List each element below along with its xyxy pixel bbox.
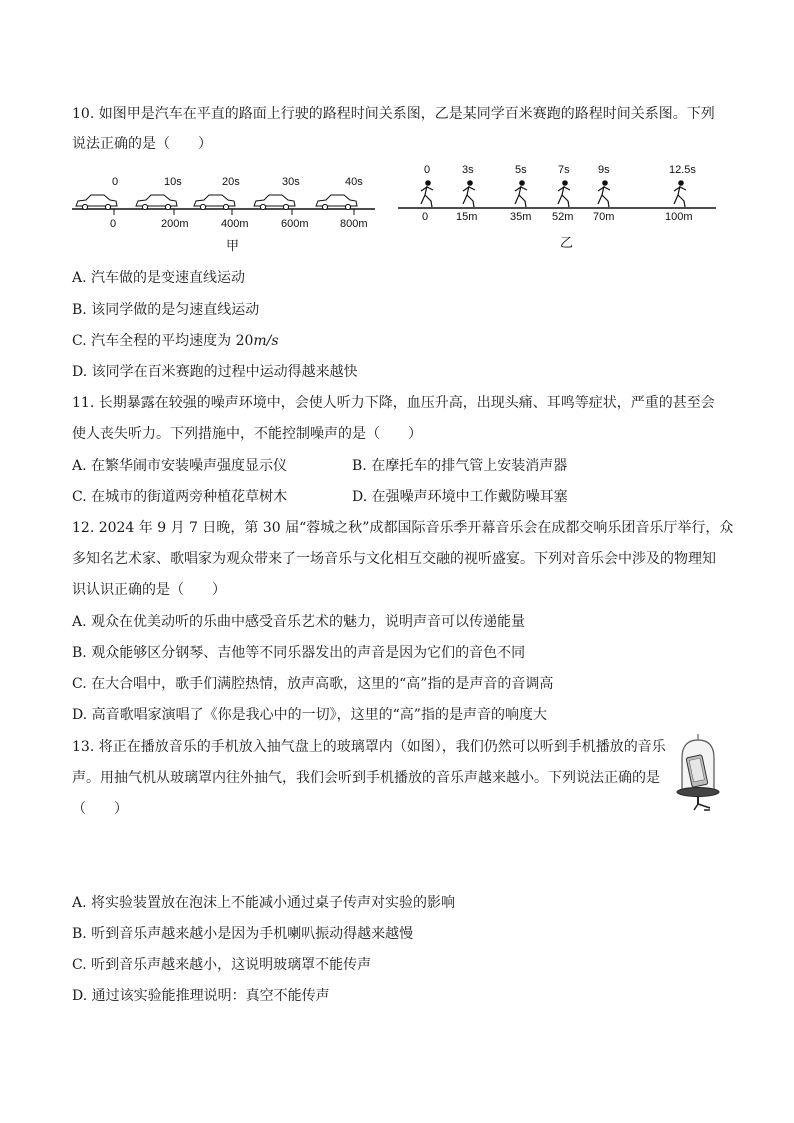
yi-time-label: 7s (558, 164, 570, 176)
yi-distance-label: 52m (552, 211, 574, 223)
jia-time-label: 30s (282, 176, 300, 188)
q10-option-c-text: C. 汽车全程的平均速度为 20 (72, 333, 254, 349)
q13-stem-line1: 13. 将正在播放音乐的手机放入抽气盘上的玻璃罩内（如图），我们仍然可以听到手机播放的音乐 (72, 739, 666, 755)
q13-option-a[interactable]: A. 将实验装置放在泡沫上不能减小通过桌子传声对实验的影响 (72, 895, 456, 911)
car-icon (76, 195, 117, 210)
q11-stem-line2: 使人丧失听力。下列措施中，不能控制噪声的是（ ） (72, 426, 422, 442)
q12-option-b[interactable]: B. 观众能够区分钢琴、吉他等不同乐器发出的声音是因为它们的音色不同 (72, 645, 526, 661)
yi-distance-label: 100m (665, 211, 693, 223)
jia-distance-label: 0 (110, 218, 117, 230)
q10-stem-line2: 说法正确的是（ ） (72, 136, 212, 152)
q10-stem-line1: 10. 如图甲是汽车在平直的路面上行驶的路程时间关系图，乙是某同学百米赛跑的路程时间关系图。下列 (72, 106, 715, 122)
car-icon (254, 195, 295, 210)
q10-option-a[interactable]: A. 汽车做的是变速直线运动 (72, 270, 246, 286)
yi-time-label: 12.5s (669, 164, 696, 176)
q12-stem-line2: 多知名艺术家、歌唱家为观众带来了一场音乐与文化相互交融的视听盛宴。下列对音乐会中涉及的物理知 (72, 551, 716, 567)
yi-time-label: 0 (424, 164, 431, 176)
jia-time-label: 40s (345, 176, 363, 188)
car-icon (316, 195, 357, 210)
runner-icon (421, 180, 433, 207)
q12-stem-line3: 识认识正确的是（ ） (72, 582, 226, 598)
jia-distance-label: 400m (221, 218, 249, 230)
yi-distance-label: 70m (593, 211, 615, 223)
q10-option-c-unit: m/s (253, 333, 279, 349)
figure-yi-track (396, 178, 726, 214)
q13-option-b[interactable]: B. 听到音乐声越来越小是因为手机喇叭振动得越来越慢 (72, 926, 414, 942)
q11-option-c[interactable]: C. 在城市的街道两旁种植花草树木 (72, 489, 288, 505)
q10-option-d[interactable]: D. 该同学在百米赛跑的过程中运动得越来越快 (72, 364, 358, 380)
q12-option-c[interactable]: C. 在大合唱中，歌手们满腔热情，放声高歌，这里的“高”指的是声音的音调高 (72, 676, 554, 692)
car-icon (136, 195, 177, 210)
runner-icon (674, 180, 686, 207)
jia-distance-label: 200m (161, 218, 189, 230)
q10-option-b[interactable]: B. 该同学做的是匀速直线运动 (72, 302, 260, 318)
runner-icon (463, 180, 475, 207)
q12-option-a[interactable]: A. 观众在优美动听的乐曲中感受音乐艺术的魅力，说明声音可以传递能量 (72, 614, 526, 630)
yi-distance-label: 0 (422, 211, 429, 223)
q12-stem-line1: 12. 2024 年 9 月 7 日晚，第 30 届“蓉城之秋”成都国际音乐季开幕音乐会在成都交响乐团音乐厅举行，众 (72, 520, 734, 536)
yi-distance-label: 15m (456, 211, 478, 223)
yi-time-label: 5s (515, 164, 527, 176)
q11-option-a[interactable]: A. 在繁华闹市安装噪声强度显示仪 (72, 458, 288, 474)
q13-option-d[interactable]: D. 通过该实验能推理说明：真空不能传声 (72, 988, 330, 1004)
q11-option-d[interactable]: D. 在强噪声环境中工作戴防噪耳塞 (352, 489, 568, 505)
q13-stem-line2: 声。用抽气机从玻璃罩内往外抽气，我们会听到手机播放的音乐声越来越小。下列说法正确的是 (72, 770, 660, 786)
q12-option-d[interactable]: D. 高音歌唱家演唱了《你是我心中的一切》，这里的“高”指的是声音的响度大 (72, 707, 547, 723)
jia-distance-label: 600m (281, 218, 309, 230)
jia-time-label: 10s (164, 176, 182, 188)
q11-stem-line1: 11. 长期暴露在较强的噪声环境中，会使人听力下降，血压升高，出现头痛、耳鸣等症状，严重的甚至会 (72, 395, 715, 411)
yi-time-label: 9s (598, 164, 610, 176)
yi-distance-label: 35m (510, 211, 532, 223)
q11-option-b[interactable]: B. 在摩托车的排气管上安装消声器 (352, 458, 568, 474)
runner-icon (558, 180, 570, 207)
bell-jar-phone-figure (676, 734, 726, 814)
runner-icon (598, 180, 610, 207)
figure-yi-caption: 乙 (560, 236, 574, 251)
yi-time-label: 3s (462, 164, 474, 176)
car-icon (194, 195, 235, 210)
q10-option-c[interactable] (72, 331, 279, 351)
q13-option-c[interactable]: C. 听到音乐声越来越小，这说明玻璃罩不能传声 (72, 957, 372, 973)
runner-icon (515, 180, 527, 207)
jia-time-label: 0 (112, 176, 119, 188)
jia-time-label: 20s (222, 176, 240, 188)
jia-distance-label: 800m (340, 218, 368, 230)
q13-stem-line3: （ ） (72, 801, 128, 817)
figure-jia-caption: 甲 (226, 239, 240, 254)
